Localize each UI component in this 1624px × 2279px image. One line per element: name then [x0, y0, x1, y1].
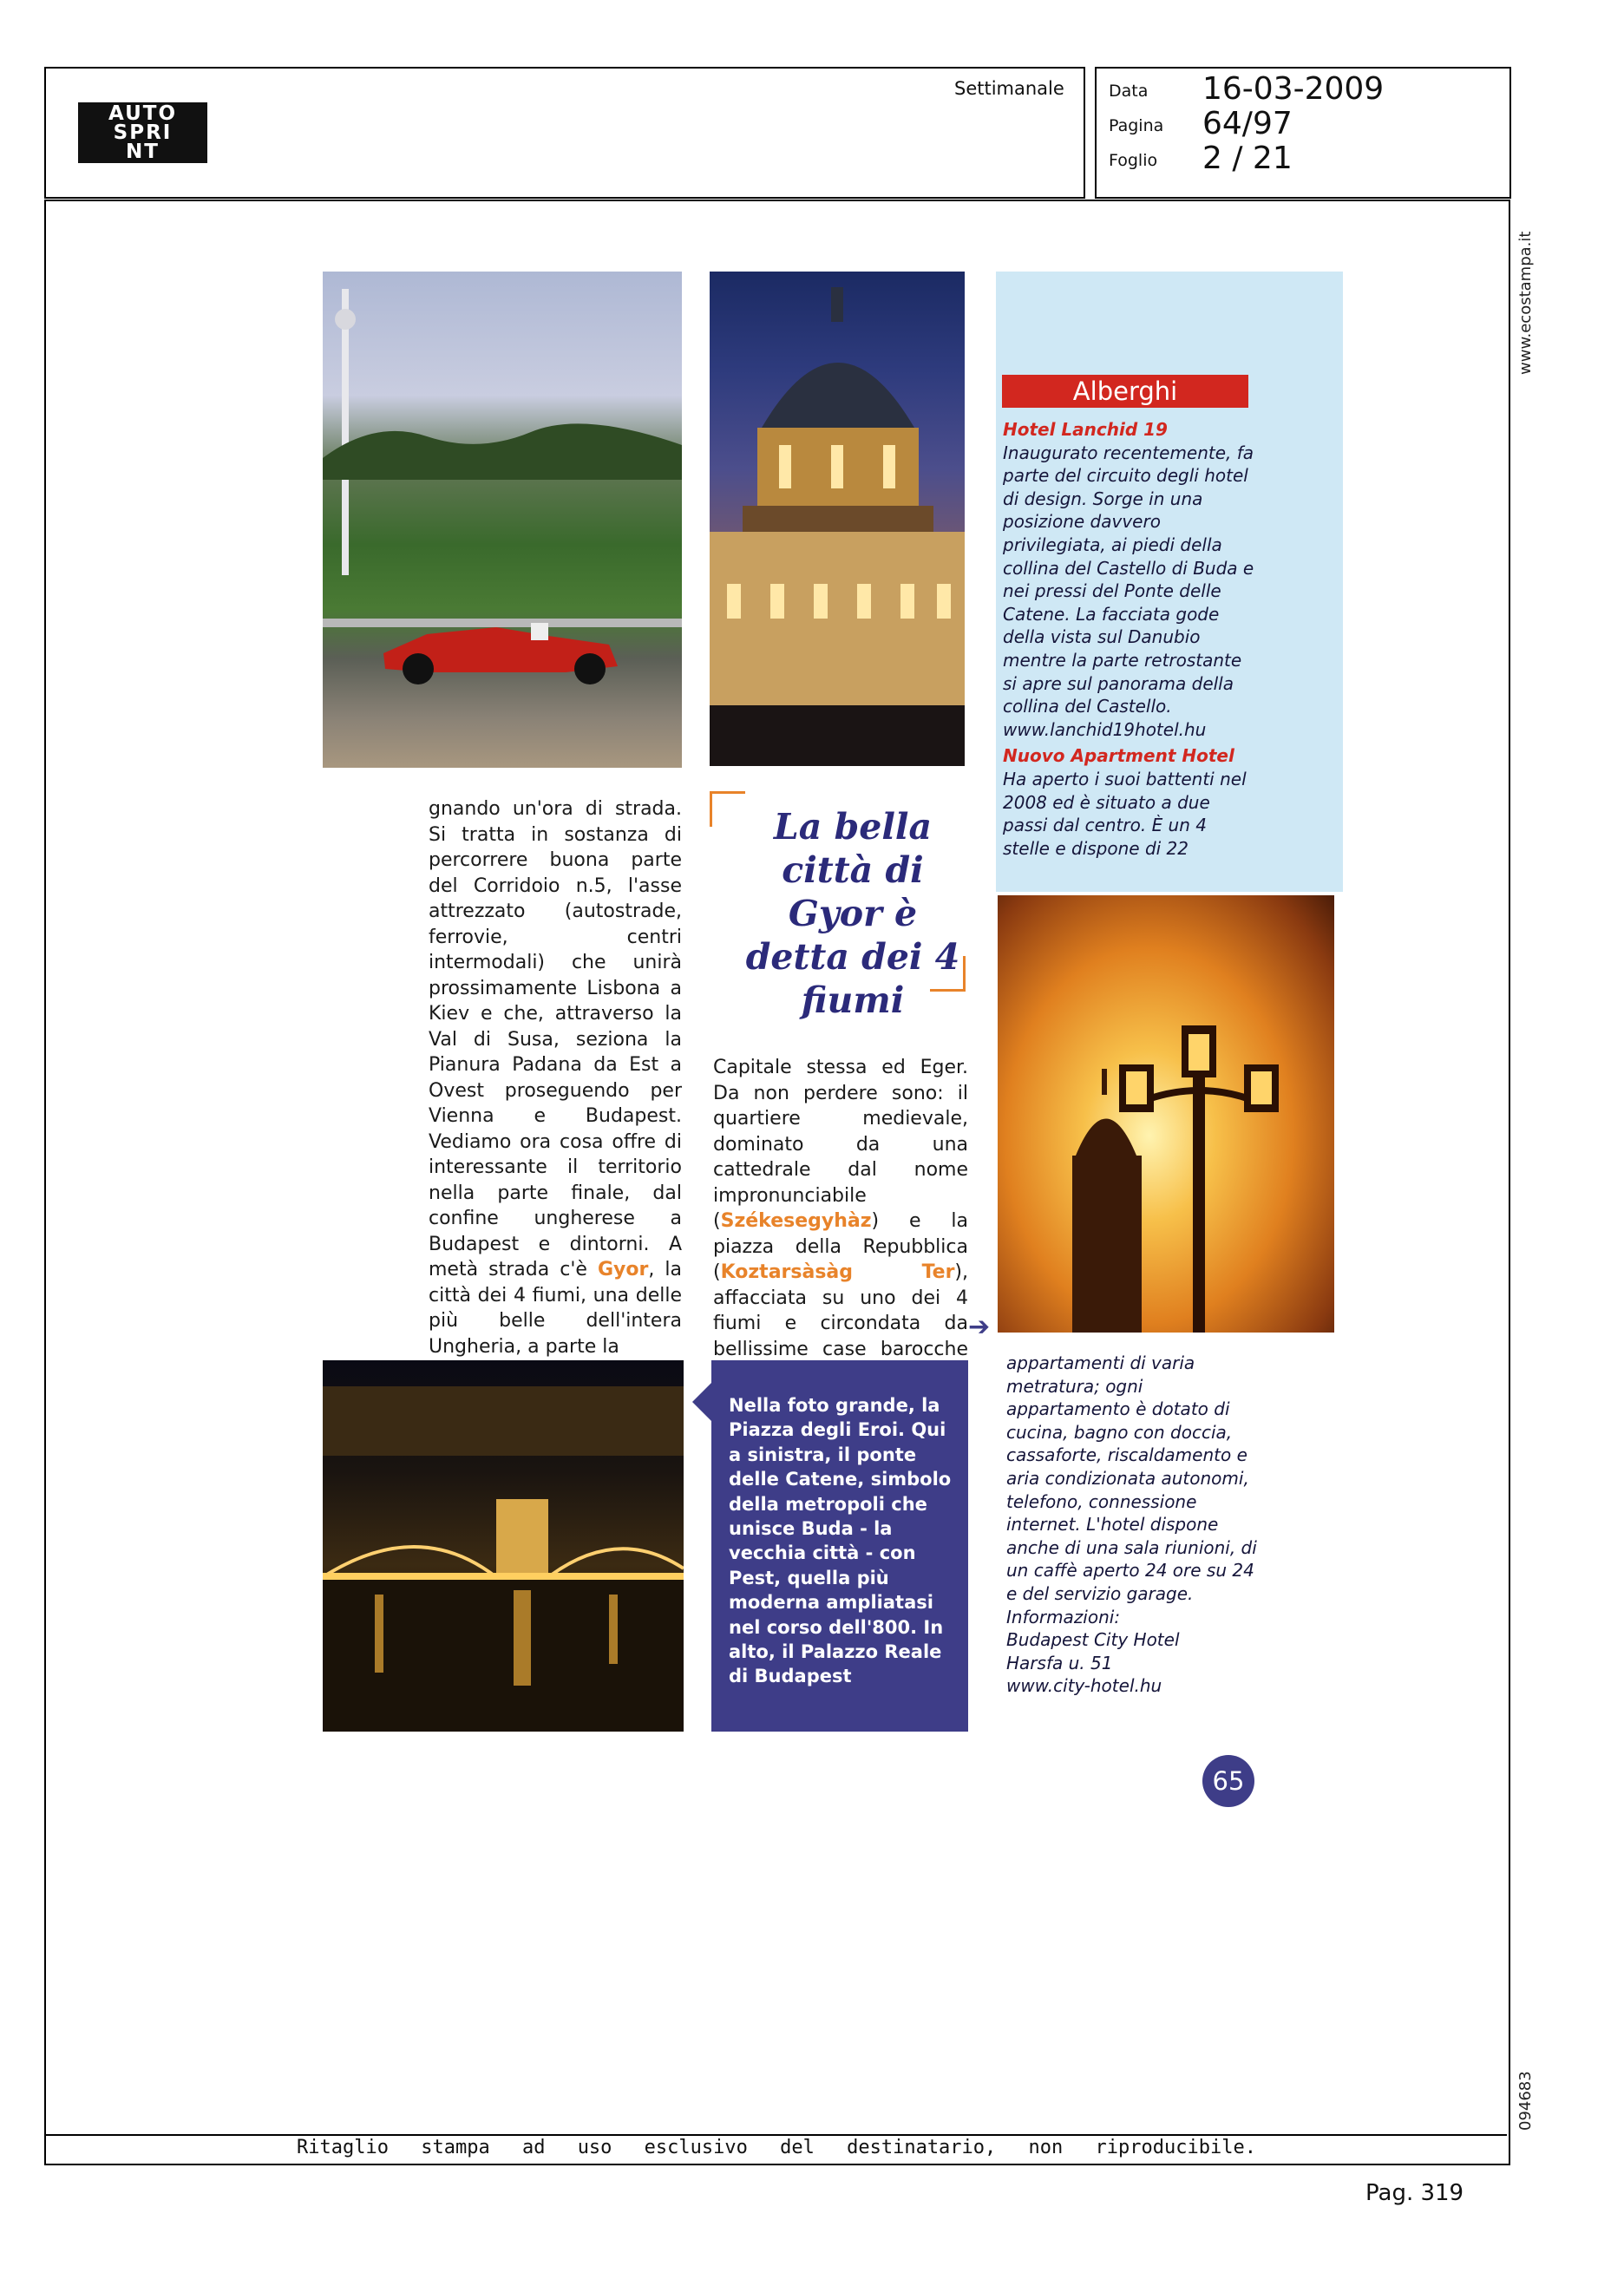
frequency-label: Settimanale	[954, 78, 1064, 99]
pull-quote: La bella città di Gyor è detta dei 4 fiumi	[745, 806, 960, 1021]
info-website: www.city-hotel.hu	[1006, 1675, 1162, 1697]
meta-value-data: 16-03-2009	[1202, 71, 1385, 107]
place-highlight-square: Koztarsàsàg Ter	[720, 1261, 955, 1283]
photo-chain-bridge	[323, 1360, 684, 1732]
photo-formula1-race	[323, 272, 682, 768]
article-text: ), affacciata su uno dei 4 fiumi e circondata da bellissime case barocche	[713, 1261, 968, 1360]
photo-caption: Nella foto grande, la Piazza degli Eroi. Qui a sinistra, il ponte delle Catene, simbolo della metropoli che unisce Buda - la vecchia città - con Pest, quella più moderna ampliatasi nel corso dell'800. In alto, il Palazzo Reale di Budapest	[729, 1395, 952, 1687]
article-text: Capitale stessa ed Eger. Da non perdere sono: il quartiere medievale, dominato da una cattedrale dal nome impronunciabile (	[713, 1057, 968, 1232]
photo-royal-palace	[710, 272, 965, 766]
hotels-heading: Alberghi	[1002, 375, 1248, 408]
archive-code: 094683	[1516, 2071, 1535, 2131]
meta-value-pagina: 64/97	[1202, 106, 1293, 141]
hotels-list-continued	[1006, 1352, 1258, 1698]
logo-line: SPRI	[113, 121, 173, 144]
info-label: Informazioni:	[1006, 1606, 1121, 1627]
article-text: , la città dei 4 fiumi, una delle più belle dell'intera Ungheria, a parte la	[429, 1259, 682, 1358]
site-url: www.ecostampa.it	[1516, 231, 1535, 375]
hotel-description-lanchid: Inaugurato recentemente, fa parte del circuito degli hotel di design. Sorge in una posizione davvero privilegiata, ai piedi della collina del Castello di Buda e nei pressi del Ponte delle Catene. La facciata gode della vista sul Danubio mentre la parte retrostante si apre sul panorama della collina del Castello. www.lanchid19hotel.hu	[1003, 442, 1254, 740]
page-number-badge: 65	[1202, 1755, 1254, 1807]
article-text: ) e la piazza della Repubblica (	[713, 1210, 968, 1283]
page-number: Pag. 319	[1365, 2180, 1464, 2206]
place-highlight-cathedral: Székesegyhàz	[720, 1210, 872, 1232]
place-highlight-gyor: Gyor	[597, 1259, 649, 1280]
info-address: Harsfa u. 51	[1006, 1652, 1113, 1673]
hotel-description-apartment: Ha aperto i suoi battenti nel 2008 ed è situato a due passi dal centro. È un 4 stelle e dispone di 22	[1003, 768, 1247, 859]
autosprint-logo	[78, 102, 207, 163]
continue-arrow-icon: ➔	[968, 1312, 991, 1342]
logo-line: NT	[126, 141, 160, 163]
meta-value-foglio: 2 / 21	[1202, 141, 1293, 176]
meta-label-pagina: Pagina	[1109, 116, 1164, 135]
hotel-name-apartment: Nuovo Apartment Hotel	[1003, 745, 1234, 767]
hotel-description-continued: appartamenti di varia metratura; ogni appartamento è dotato di cucina, bagno con doccia, cassaforte, riscaldamento e aria condizionata autonomi, telefono, connessione internet. L'hotel dispone anche di una sala riunioni, di un caffè aperto 24 ore su 24 e del servizio garage.	[1006, 1352, 1257, 1604]
info-hotel-name: Budapest City Hotel	[1006, 1629, 1180, 1651]
copyright-notice: Ritaglio stampa ad uso esclusivo del destinatario, non riproducibile.	[297, 2137, 1256, 2158]
hotel-name-lanchid: Hotel Lanchid 19	[1003, 419, 1168, 440]
article-text: gnando un'ora di strada. Si tratta in sostanza di percorrere buona parte del Corridoio n.5, l'asse attrezzato (autostrade, ferrovie, centri intermodali) che unirà prossimamente Lisbona a Kiev e che, attraverso la Val di Susa, seziona la Pianura Padana da Est a Ovest proseguendo per Vienna e Budapest. Vediamo ora cosa offre di interessante il territorio nella parte finale, dal confine ungherese a Budapest e dintorni. A metà strada c'è	[429, 798, 682, 1280]
article-column-1	[429, 796, 682, 1359]
hotels-list	[1003, 418, 1254, 860]
photo-sunset-lamp	[998, 895, 1334, 1333]
quote-corner-bottom	[930, 956, 966, 992]
meta-label-data: Data	[1109, 82, 1149, 101]
article-column-2	[713, 1055, 968, 1388]
logo-line: AUTO	[108, 102, 177, 125]
meta-label-foglio: Foglio	[1109, 151, 1158, 170]
